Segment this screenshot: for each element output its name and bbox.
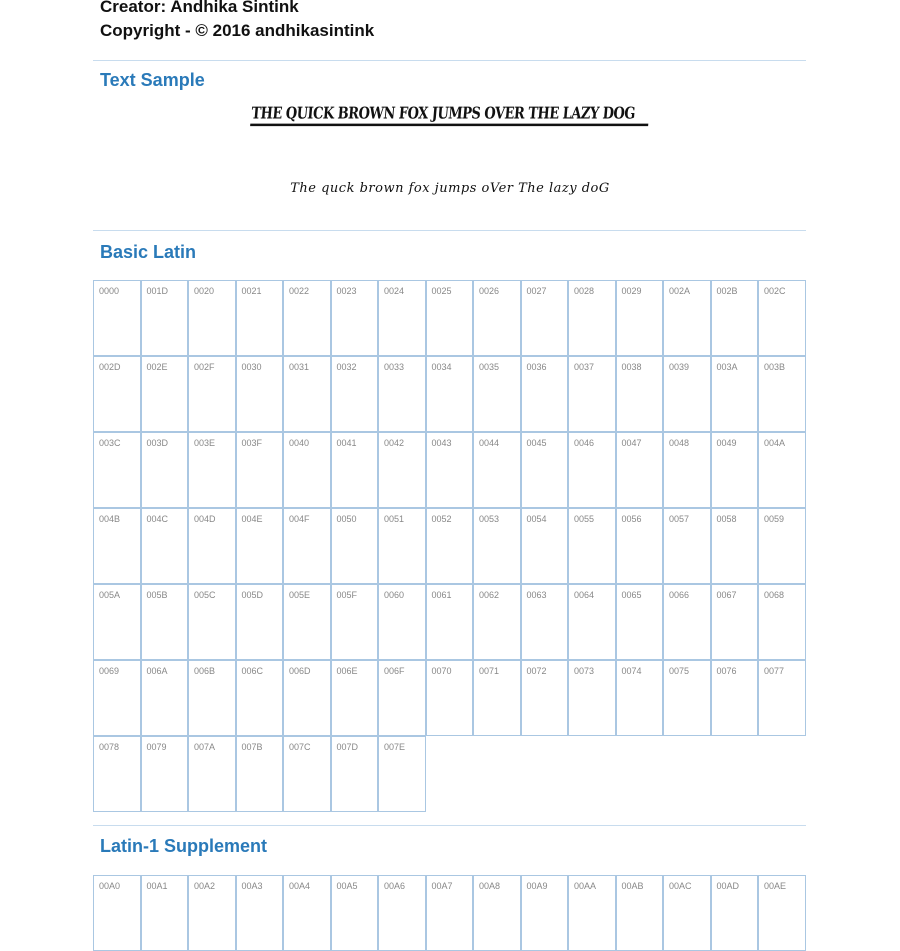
glyph-cell xyxy=(568,508,616,584)
glyph-code: 00AB xyxy=(621,881,644,891)
glyph-cell xyxy=(426,432,474,508)
glyph-code: 004B xyxy=(99,514,121,524)
glyph-cell xyxy=(236,432,284,508)
glyph-code: 00AC xyxy=(669,881,692,891)
glyph-code: 003A xyxy=(716,362,738,372)
glyph-cell xyxy=(568,584,616,660)
glyph-cell xyxy=(711,584,759,660)
glyph-code: 0062 xyxy=(479,590,500,600)
glyph-cell xyxy=(473,432,521,508)
glyph-cell xyxy=(711,356,759,432)
glyph-cell xyxy=(188,432,236,508)
glyph-code: 006A xyxy=(146,666,168,676)
glyph-code: 004C xyxy=(146,514,169,524)
glyph-cell xyxy=(331,508,379,584)
sample-uppercase xyxy=(0,105,900,126)
sample-lowercase: The quck brown fox jumps oVer The lazy doG xyxy=(290,181,610,196)
glyph-cell xyxy=(93,660,141,736)
glyph-cell xyxy=(473,584,521,660)
glyph-cell xyxy=(663,280,711,356)
glyph-code: 0074 xyxy=(621,666,642,676)
glyph-cell xyxy=(521,356,569,432)
glyph-code: 0034 xyxy=(431,362,452,372)
glyph-code: 005F xyxy=(336,590,358,600)
glyph-cell xyxy=(473,508,521,584)
glyph-code: 0027 xyxy=(526,286,547,296)
glyph-code: 0077 xyxy=(764,666,785,676)
glyph-cell xyxy=(236,280,284,356)
copyright-line: Copyright - © 2016 andhikasintink xyxy=(100,21,375,40)
glyph-cell xyxy=(188,736,236,812)
glyph-code: 0021 xyxy=(241,286,262,296)
glyph-code: 0051 xyxy=(384,514,405,524)
glyph-cell xyxy=(188,508,236,584)
glyph-cell xyxy=(426,660,474,736)
glyph-code: 004F xyxy=(289,514,310,524)
glyph-cell xyxy=(236,508,284,584)
glyph-code: 003D xyxy=(146,438,169,448)
glyph-cell xyxy=(236,356,284,432)
glyph-cell xyxy=(93,432,141,508)
glyph-code: 0073 xyxy=(574,666,595,676)
glyph-cell xyxy=(93,736,141,812)
glyph-cell xyxy=(758,660,806,736)
glyph-cell xyxy=(473,356,521,432)
glyph-cell xyxy=(758,356,806,432)
glyph-code: 0072 xyxy=(526,666,547,676)
glyph-code: 0069 xyxy=(99,666,120,676)
glyph-code: 0043 xyxy=(431,438,452,448)
glyph-cell xyxy=(711,660,759,736)
divider xyxy=(93,60,806,61)
glyph-code: 0065 xyxy=(621,590,642,600)
glyph-code: 0048 xyxy=(669,438,690,448)
glyph-code: 0038 xyxy=(621,362,642,372)
glyph-code: 005C xyxy=(194,590,216,600)
glyph-cell xyxy=(378,584,426,660)
glyph-cell xyxy=(663,660,711,736)
glyph-cell xyxy=(711,432,759,508)
glyph-cell xyxy=(188,660,236,736)
glyph-code: 002F xyxy=(194,362,215,372)
glyph-code: 0033 xyxy=(384,362,405,372)
glyph-code: 006F xyxy=(384,666,405,676)
glyph-code: 0052 xyxy=(431,514,452,524)
glyph-cell xyxy=(283,432,331,508)
glyph-cell xyxy=(331,356,379,432)
glyph-cell xyxy=(141,660,189,736)
glyph-code: 0024 xyxy=(384,286,405,296)
glyph-code: 0046 xyxy=(574,438,595,448)
glyph-cell xyxy=(426,508,474,584)
glyph-code: 0063 xyxy=(526,590,547,600)
glyph-cell xyxy=(188,280,236,356)
glyph-cell xyxy=(378,280,426,356)
glyph-code: 0044 xyxy=(479,438,500,448)
glyph-cell xyxy=(188,584,236,660)
glyph-code: 001D xyxy=(146,286,169,296)
glyph-code: 0040 xyxy=(289,438,310,448)
glyph-cell xyxy=(568,432,616,508)
glyph-code: 002A xyxy=(669,286,691,296)
latin1-supplement-title: Latin-1 Supplement xyxy=(100,836,268,856)
glyph-cell xyxy=(283,508,331,584)
glyph-cell xyxy=(426,875,474,951)
glyph-code: 0000 xyxy=(99,286,120,296)
glyph-code: 003E xyxy=(194,438,216,448)
glyph-code: 0030 xyxy=(241,362,262,372)
glyph-cell xyxy=(616,584,664,660)
glyph-code: 0057 xyxy=(669,514,690,524)
glyph-cell xyxy=(236,584,284,660)
glyph-code: 007E xyxy=(384,742,406,752)
glyph-code: 003F xyxy=(241,438,263,448)
glyph-code: 0060 xyxy=(384,590,405,600)
sample-uppercase-text: THE QUICK BROWN FOX JUMPS OVER THE LAZY DOG xyxy=(250,105,649,126)
glyph-cell xyxy=(283,356,331,432)
glyph-code: 00A2 xyxy=(194,881,216,891)
glyph-cell xyxy=(378,356,426,432)
glyph-code: 005B xyxy=(146,590,168,600)
glyph-code: 0070 xyxy=(431,666,452,676)
glyph-code: 006C xyxy=(241,666,264,676)
glyph-cell xyxy=(711,875,759,951)
glyph-code: 002D xyxy=(99,362,121,372)
glyph-code: 00A1 xyxy=(146,881,168,891)
glyph-code: 0054 xyxy=(526,514,547,524)
glyph-code: 00A5 xyxy=(336,881,358,891)
glyph-code: 0041 xyxy=(336,438,357,448)
glyph-cell xyxy=(758,508,806,584)
glyph-code: 0023 xyxy=(336,286,357,296)
glyph-cell xyxy=(331,280,379,356)
glyph-code: 0058 xyxy=(716,514,737,524)
glyph-cell xyxy=(331,875,379,951)
glyph-code: 0036 xyxy=(526,362,547,372)
creator-line: Creator: Andhika Sintink xyxy=(100,0,299,16)
glyph-cell xyxy=(663,584,711,660)
glyph-code: 00A9 xyxy=(526,881,548,891)
glyph-cell xyxy=(521,584,569,660)
glyph-cell xyxy=(141,736,189,812)
glyph-code: 0066 xyxy=(669,590,690,600)
glyph-cell xyxy=(283,875,331,951)
glyph-cell xyxy=(378,736,426,812)
glyph-code: 007D xyxy=(336,742,359,752)
glyph-cell xyxy=(93,584,141,660)
glyph-cell xyxy=(283,280,331,356)
glyph-code: 005E xyxy=(289,590,311,600)
glyph-cell xyxy=(378,660,426,736)
glyph-cell xyxy=(473,660,521,736)
glyph-code: 0059 xyxy=(764,514,785,524)
glyph-cell xyxy=(758,875,806,951)
glyph-code: 0029 xyxy=(621,286,642,296)
glyph-code: 0037 xyxy=(574,362,595,372)
glyph-cell xyxy=(378,432,426,508)
glyph-code: 00AD xyxy=(716,881,740,891)
glyph-code: 00AA xyxy=(574,881,597,891)
glyph-code: 0075 xyxy=(669,666,690,676)
glyph-code: 0049 xyxy=(716,438,737,448)
glyph-code: 00A0 xyxy=(99,881,121,891)
glyph-code: 002C xyxy=(764,286,786,296)
glyph-cell xyxy=(378,875,426,951)
glyph-cell xyxy=(616,875,664,951)
glyph-code: 0035 xyxy=(479,362,500,372)
glyph-code: 005D xyxy=(241,590,264,600)
glyph-cell xyxy=(568,280,616,356)
glyph-code: 0025 xyxy=(431,286,452,296)
glyph-code: 003B xyxy=(764,362,786,372)
glyph-cell xyxy=(331,736,379,812)
glyph-code: 0042 xyxy=(384,438,405,448)
divider xyxy=(93,825,806,826)
glyph-cell xyxy=(331,660,379,736)
glyph-cell xyxy=(663,875,711,951)
glyph-code: 0031 xyxy=(289,362,310,372)
glyph-cell xyxy=(283,584,331,660)
glyph-cell xyxy=(758,280,806,356)
glyph-cell xyxy=(663,432,711,508)
glyph-code: 0026 xyxy=(479,286,500,296)
glyph-code: 0071 xyxy=(479,666,500,676)
glyph-cell xyxy=(568,356,616,432)
glyph-cell xyxy=(758,584,806,660)
glyph-cell xyxy=(711,280,759,356)
glyph-cell xyxy=(331,584,379,660)
glyph-cell xyxy=(616,356,664,432)
glyph-cell xyxy=(568,660,616,736)
text-sample-title: Text Sample xyxy=(100,70,205,90)
glyph-cell xyxy=(141,280,189,356)
glyph-code: 00AE xyxy=(764,881,787,891)
glyph-cell xyxy=(331,432,379,508)
glyph-code: 0056 xyxy=(621,514,642,524)
glyph-cell xyxy=(141,508,189,584)
glyph-cell xyxy=(758,432,806,508)
glyph-code: 0039 xyxy=(669,362,690,372)
glyph-cell xyxy=(93,356,141,432)
glyph-code: 00A7 xyxy=(431,881,453,891)
glyph-cell xyxy=(521,280,569,356)
glyph-cell xyxy=(616,508,664,584)
glyph-cell xyxy=(236,875,284,951)
glyph-code: 007B xyxy=(241,742,263,752)
glyph-code: 0067 xyxy=(716,590,737,600)
glyph-cell xyxy=(141,432,189,508)
divider xyxy=(93,230,806,231)
glyph-cell xyxy=(93,875,141,951)
glyph-code: 00A4 xyxy=(289,881,311,891)
basic-latin-title: Basic Latin xyxy=(100,242,197,262)
glyph-cell xyxy=(283,736,331,812)
glyph-code: 00A8 xyxy=(479,881,501,891)
glyph-cell xyxy=(378,508,426,584)
glyph-cell xyxy=(141,356,189,432)
glyph-cell xyxy=(426,280,474,356)
glyph-cell xyxy=(521,508,569,584)
glyph-code: 0047 xyxy=(621,438,642,448)
glyph-cell xyxy=(473,875,521,951)
glyph-cell xyxy=(616,432,664,508)
glyph-code: 0068 xyxy=(764,590,785,600)
glyph-code: 00A3 xyxy=(241,881,263,891)
glyph-code: 004D xyxy=(194,514,216,524)
glyph-cell xyxy=(426,584,474,660)
glyph-code: 0045 xyxy=(526,438,547,448)
glyph-code: 007A xyxy=(194,742,216,752)
glyph-cell xyxy=(236,736,284,812)
glyph-cell xyxy=(663,356,711,432)
glyph-cell xyxy=(473,280,521,356)
glyph-cell xyxy=(426,356,474,432)
glyph-cell xyxy=(521,660,569,736)
glyph-code: 0061 xyxy=(431,590,452,600)
glyph-code: 0050 xyxy=(336,514,357,524)
glyph-cell xyxy=(663,508,711,584)
glyph-cell xyxy=(616,280,664,356)
glyph-code: 0020 xyxy=(194,286,215,296)
glyph-code: 004A xyxy=(764,438,786,448)
glyph-code: 0064 xyxy=(574,590,595,600)
glyph-cell xyxy=(568,875,616,951)
glyph-code: 00A6 xyxy=(384,881,406,891)
glyph-code: 002E xyxy=(146,362,168,372)
glyph-cell xyxy=(521,432,569,508)
glyph-code: 0076 xyxy=(716,666,737,676)
glyph-code: 004E xyxy=(241,514,263,524)
glyph-code: 002B xyxy=(716,286,738,296)
glyph-code: 007C xyxy=(289,742,311,752)
glyph-code: 0022 xyxy=(289,286,310,296)
glyph-cell xyxy=(283,660,331,736)
glyph-cell xyxy=(616,660,664,736)
glyph-cell xyxy=(93,508,141,584)
glyph-code: 0028 xyxy=(574,286,595,296)
glyph-cell xyxy=(188,875,236,951)
glyph-cell xyxy=(93,280,141,356)
glyph-code: 0079 xyxy=(146,742,167,752)
glyph-code: 0032 xyxy=(336,362,357,372)
glyph-code: 0055 xyxy=(574,514,595,524)
glyph-cell xyxy=(188,356,236,432)
glyph-cell xyxy=(141,584,189,660)
glyph-cell xyxy=(711,508,759,584)
glyph-code: 0053 xyxy=(479,514,500,524)
glyph-code: 003C xyxy=(99,438,121,448)
glyph-code: 006E xyxy=(336,666,358,676)
glyph-code: 005A xyxy=(99,590,121,600)
glyph-code: 006D xyxy=(289,666,311,676)
glyph-code: 0078 xyxy=(99,742,120,752)
glyph-cell xyxy=(521,875,569,951)
glyph-cell xyxy=(141,875,189,951)
glyph-code: 006B xyxy=(194,666,216,676)
glyph-cell xyxy=(236,660,284,736)
